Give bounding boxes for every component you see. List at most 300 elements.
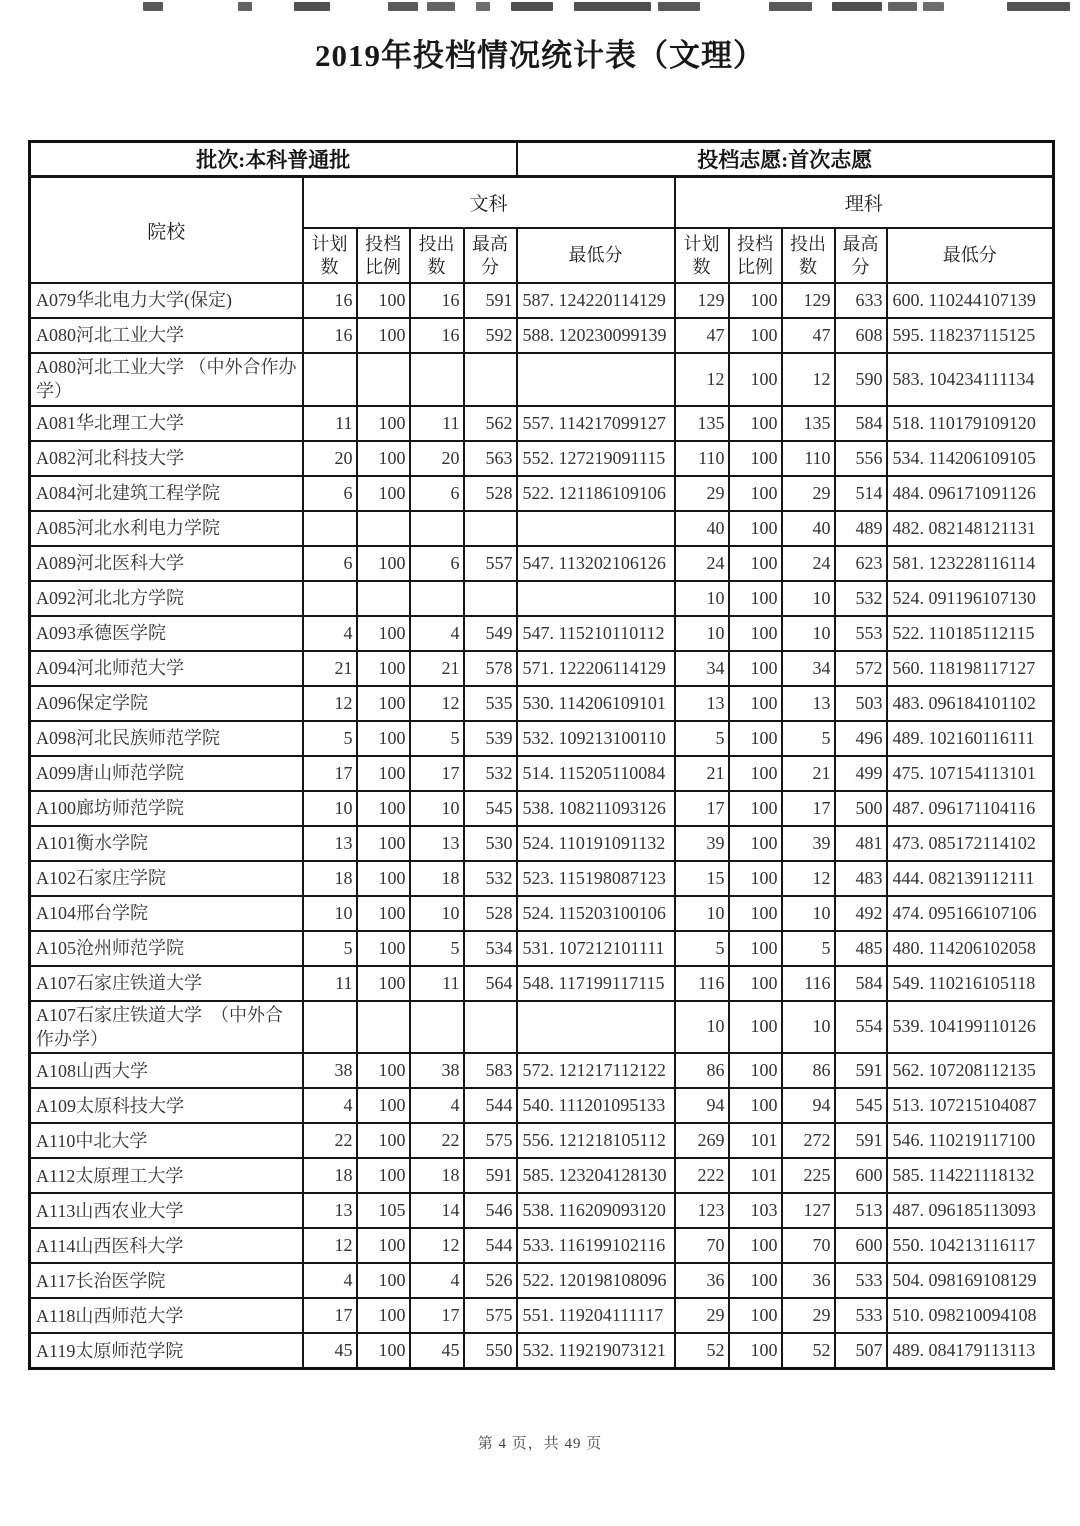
cell-sent-wen: 4 — [410, 1088, 464, 1123]
cell-plan-li: 222 — [675, 1158, 729, 1193]
subheader-ratio-li: 投档比例 — [729, 228, 782, 283]
cell-plan-wen: 6 — [303, 546, 357, 581]
cell-min-wen: 533. 116199102116 — [517, 1228, 675, 1263]
table-row — [30, 511, 1054, 546]
college-name-cell: A118山西师范大学 — [30, 1298, 303, 1333]
cell-plan-li: 47 — [675, 318, 729, 353]
cell-min-li: 487. 096171104116 — [887, 791, 1054, 826]
cell-sent-wen: 38 — [410, 1053, 464, 1088]
cell-ratio-wen: 100 — [357, 896, 410, 931]
cell-sent-wen: 12 — [410, 1228, 464, 1263]
cell-sent-li: 34 — [782, 651, 835, 686]
scan-artifact — [511, 2, 553, 11]
cell-sent-wen — [410, 353, 464, 406]
cell-max-wen: 544 — [464, 1228, 517, 1263]
cell-max-wen: 528 — [464, 476, 517, 511]
cell-sent-wen: 17 — [410, 1298, 464, 1333]
cell-plan-wen: 16 — [303, 318, 357, 353]
cell-sent-wen: 21 — [410, 651, 464, 686]
cell-max-li: 533 — [835, 1263, 887, 1298]
cell-max-wen: 562 — [464, 406, 517, 441]
cell-min-wen: 523. 115198087123 — [517, 861, 675, 896]
cell-plan-li: 39 — [675, 826, 729, 861]
scan-artifact — [476, 2, 490, 11]
cell-ratio-wen: 100 — [357, 651, 410, 686]
cell-sent-li: 116 — [782, 966, 835, 1001]
cell-max-wen: 557 — [464, 546, 517, 581]
cell-ratio-li: 100 — [729, 1298, 782, 1333]
cell-ratio-wen: 100 — [357, 791, 410, 826]
college-name-cell: A110中北大学 — [30, 1123, 303, 1158]
cell-plan-wen: 13 — [303, 826, 357, 861]
cell-sent-li: 10 — [782, 581, 835, 616]
table-row — [30, 1193, 1054, 1228]
cell-max-wen — [464, 353, 517, 406]
cell-ratio-li: 100 — [729, 511, 782, 546]
table-row — [30, 1088, 1054, 1123]
cell-max-li: 584 — [835, 406, 887, 441]
table-row — [30, 616, 1054, 651]
subheader-max-wen: 最高分 — [464, 228, 517, 283]
cell-min-li: 475. 107154113101 — [887, 756, 1054, 791]
cell-ratio-li: 100 — [729, 1053, 782, 1088]
cell-ratio-wen: 100 — [357, 1088, 410, 1123]
cell-plan-wen — [303, 353, 357, 406]
cell-min-li: 549. 110216105118 — [887, 966, 1054, 1001]
cell-plan-wen: 6 — [303, 476, 357, 511]
cell-sent-wen: 18 — [410, 861, 464, 896]
cell-max-wen: 545 — [464, 791, 517, 826]
cell-min-wen: 522. 121186109106 — [517, 476, 675, 511]
cell-plan-wen: 4 — [303, 1263, 357, 1298]
cell-sent-li: 29 — [782, 476, 835, 511]
scan-artifact — [143, 2, 163, 11]
cell-min-li: 489. 102160116111 — [887, 721, 1054, 756]
college-name-cell: A117长治医学院 — [30, 1263, 303, 1298]
cell-max-wen: 564 — [464, 966, 517, 1001]
cell-ratio-wen — [357, 353, 410, 406]
cell-plan-wen: 38 — [303, 1053, 357, 1088]
cell-sent-li: 129 — [782, 283, 835, 318]
cell-min-wen: 524. 115203100106 — [517, 896, 675, 931]
cell-plan-li: 21 — [675, 756, 729, 791]
cell-sent-wen: 16 — [410, 318, 464, 353]
cell-sent-wen: 6 — [410, 546, 464, 581]
cell-plan-wen: 10 — [303, 791, 357, 826]
cell-max-li: 608 — [835, 318, 887, 353]
cell-sent-wen: 11 — [410, 406, 464, 441]
cell-min-li: 473. 085172114102 — [887, 826, 1054, 861]
table-row — [30, 318, 1054, 353]
cell-max-li: 633 — [835, 283, 887, 318]
cell-ratio-li: 100 — [729, 476, 782, 511]
cell-plan-wen: 22 — [303, 1123, 357, 1158]
cell-min-wen: 587. 124220114129 — [517, 283, 675, 318]
cell-ratio-li: 100 — [729, 1263, 782, 1298]
scan-artifact — [1007, 2, 1070, 11]
cell-ratio-li: 100 — [729, 1001, 782, 1054]
cell-ratio-wen: 100 — [357, 616, 410, 651]
college-name-cell: A104邢台学院 — [30, 896, 303, 931]
cell-min-wen: 538. 108211093126 — [517, 791, 675, 826]
cell-ratio-li: 100 — [729, 441, 782, 476]
cell-ratio-li: 100 — [729, 686, 782, 721]
cell-sent-wen: 12 — [410, 686, 464, 721]
cell-max-li: 499 — [835, 756, 887, 791]
cell-min-wen: 532. 109213100110 — [517, 721, 675, 756]
cell-plan-wen: 4 — [303, 1088, 357, 1123]
cell-plan-wen — [303, 581, 357, 616]
college-name-cell: A105沧州师范学院 — [30, 931, 303, 966]
table-row — [30, 756, 1054, 791]
cell-max-wen: 550 — [464, 1333, 517, 1369]
cell-sent-wen: 5 — [410, 721, 464, 756]
admission-stats-table — [28, 140, 1055, 1370]
scan-artifact — [832, 2, 882, 11]
cell-min-li: 474. 095166107106 — [887, 896, 1054, 931]
cell-plan-li: 15 — [675, 861, 729, 896]
cell-min-wen: 522. 120198108096 — [517, 1263, 675, 1298]
table-row — [30, 581, 1054, 616]
cell-max-li: 553 — [835, 616, 887, 651]
table-row — [30, 721, 1054, 756]
cell-min-wen: 547. 115210110112 — [517, 616, 675, 651]
cell-plan-li: 10 — [675, 581, 729, 616]
cell-max-wen: 532 — [464, 756, 517, 791]
cell-sent-li: 40 — [782, 511, 835, 546]
cell-sent-li: 47 — [782, 318, 835, 353]
college-name-cell: A100廊坊师范学院 — [30, 791, 303, 826]
cell-plan-li: 10 — [675, 1001, 729, 1054]
cell-plan-wen: 10 — [303, 896, 357, 931]
cell-max-wen: 575 — [464, 1123, 517, 1158]
scan-artifact — [388, 2, 418, 11]
college-name-cell: A079华北电力大学(保定) — [30, 283, 303, 318]
cell-sent-li: 21 — [782, 756, 835, 791]
college-name-cell: A107石家庄铁道大学 — [30, 966, 303, 1001]
subheader-min-wen: 最低分 — [517, 228, 675, 283]
cell-ratio-li: 100 — [729, 826, 782, 861]
college-name-cell: A119太原师范学院 — [30, 1333, 303, 1369]
cell-max-li: 545 — [835, 1088, 887, 1123]
cell-max-wen: 534 — [464, 931, 517, 966]
subheader-ratio-wen: 投档比例 — [357, 228, 410, 283]
scan-artifact — [769, 2, 812, 11]
cell-ratio-wen: 100 — [357, 441, 410, 476]
cell-ratio-li: 101 — [729, 1123, 782, 1158]
cell-max-wen: 532 — [464, 861, 517, 896]
cell-min-li: 581. 123228116114 — [887, 546, 1054, 581]
table-row — [30, 931, 1054, 966]
cell-sent-li: 36 — [782, 1263, 835, 1298]
cell-ratio-wen: 100 — [357, 861, 410, 896]
cell-min-li: 546. 110219117100 — [887, 1123, 1054, 1158]
cell-ratio-wen: 100 — [357, 406, 410, 441]
cell-max-wen: 549 — [464, 616, 517, 651]
cell-min-li: 480. 114206102058 — [887, 931, 1054, 966]
table-row — [30, 791, 1054, 826]
table-row — [30, 476, 1054, 511]
cell-sent-wen: 14 — [410, 1193, 464, 1228]
table-row — [30, 441, 1054, 476]
cell-ratio-li: 100 — [729, 896, 782, 931]
cell-max-li: 483 — [835, 861, 887, 896]
cell-plan-li: 10 — [675, 616, 729, 651]
cell-ratio-li: 100 — [729, 406, 782, 441]
cell-ratio-wen: 100 — [357, 1123, 410, 1158]
college-name-cell: A082河北科技大学 — [30, 441, 303, 476]
cell-max-li: 533 — [835, 1298, 887, 1333]
cell-ratio-li: 100 — [729, 1333, 782, 1369]
cell-min-wen: 571. 122206114129 — [517, 651, 675, 686]
cell-plan-wen: 4 — [303, 616, 357, 651]
cell-min-wen: 547. 113202106126 — [517, 546, 675, 581]
table-row — [30, 406, 1054, 441]
college-name-cell: A093承德医学院 — [30, 616, 303, 651]
cell-sent-li: 10 — [782, 1001, 835, 1054]
table-row — [30, 896, 1054, 931]
subheader-plan-wen: 计划数 — [303, 228, 357, 283]
cell-plan-wen: 11 — [303, 406, 357, 441]
cell-min-wen: 540. 111201095133 — [517, 1088, 675, 1123]
cell-plan-li: 70 — [675, 1228, 729, 1263]
cell-max-li: 514 — [835, 476, 887, 511]
cell-sent-wen: 5 — [410, 931, 464, 966]
cell-sent-wen: 17 — [410, 756, 464, 791]
college-name-cell: A080河北工业大学 （中外合作办学） — [30, 353, 303, 406]
cell-plan-li: 17 — [675, 791, 729, 826]
cell-sent-li: 12 — [782, 861, 835, 896]
batch-label: 批次:本科普通批 — [30, 142, 517, 177]
cell-max-li: 554 — [835, 1001, 887, 1054]
cell-plan-wen: 17 — [303, 756, 357, 791]
cell-max-wen: 539 — [464, 721, 517, 756]
cell-plan-li: 29 — [675, 476, 729, 511]
cell-max-wen — [464, 581, 517, 616]
table-row — [30, 1123, 1054, 1158]
cell-ratio-li: 100 — [729, 791, 782, 826]
college-name-cell: A081华北理工大学 — [30, 406, 303, 441]
cell-sent-li: 135 — [782, 406, 835, 441]
cell-plan-wen: 21 — [303, 651, 357, 686]
cell-min-li: 562. 107208112135 — [887, 1053, 1054, 1088]
cell-plan-li: 129 — [675, 283, 729, 318]
cell-max-li: 584 — [835, 966, 887, 1001]
cell-plan-li: 269 — [675, 1123, 729, 1158]
cell-min-wen: 551. 119204111117 — [517, 1298, 675, 1333]
page-footer: 第 4 页，共 49 页 — [477, 1436, 603, 1452]
cell-min-li: 585. 114221118132 — [887, 1158, 1054, 1193]
cell-ratio-wen: 100 — [357, 476, 410, 511]
cell-max-wen: 544 — [464, 1088, 517, 1123]
cell-ratio-wen — [357, 1001, 410, 1054]
cell-max-wen: 526 — [464, 1263, 517, 1298]
cell-max-li: 532 — [835, 581, 887, 616]
table-row — [30, 861, 1054, 896]
cell-ratio-li: 100 — [729, 1088, 782, 1123]
cell-plan-li: 40 — [675, 511, 729, 546]
cell-min-li: 489. 084179113113 — [887, 1333, 1054, 1369]
table-row — [30, 966, 1054, 1001]
cell-min-li: 483. 096184101102 — [887, 686, 1054, 721]
cell-ratio-wen: 100 — [357, 1333, 410, 1369]
subheader-sent-wen: 投出数 — [410, 228, 464, 283]
cell-plan-wen: 5 — [303, 721, 357, 756]
cell-sent-wen — [410, 581, 464, 616]
cell-ratio-wen: 100 — [357, 1053, 410, 1088]
cell-sent-wen: 22 — [410, 1123, 464, 1158]
subheader-plan-li: 计划数 — [675, 228, 729, 283]
scan-artifact — [294, 2, 330, 11]
cell-sent-wen: 6 — [410, 476, 464, 511]
cell-ratio-li: 100 — [729, 721, 782, 756]
cell-ratio-li: 100 — [729, 651, 782, 686]
college-name-cell: A098河北民族师范学院 — [30, 721, 303, 756]
cell-max-li: 591 — [835, 1053, 887, 1088]
cell-sent-wen — [410, 1001, 464, 1054]
table-row — [30, 686, 1054, 721]
cell-min-li: 534. 114206109105 — [887, 441, 1054, 476]
cell-min-li: 510. 098210094108 — [887, 1298, 1054, 1333]
cell-sent-li: 52 — [782, 1333, 835, 1369]
cell-ratio-li: 100 — [729, 283, 782, 318]
science-section-header: 理科 — [675, 177, 1054, 229]
cell-max-wen: 530 — [464, 826, 517, 861]
cell-plan-wen: 5 — [303, 931, 357, 966]
cell-ratio-li: 100 — [729, 353, 782, 406]
cell-plan-wen: 45 — [303, 1333, 357, 1369]
college-name-cell: A092河北北方学院 — [30, 581, 303, 616]
wish-label: 投档志愿:首次志愿 — [517, 142, 1054, 177]
cell-max-li: 572 — [835, 651, 887, 686]
cell-sent-wen: 4 — [410, 1263, 464, 1298]
cell-min-wen: 588. 120230099139 — [517, 318, 675, 353]
college-name-cell: A113山西农业大学 — [30, 1193, 303, 1228]
table-row — [30, 1001, 1054, 1054]
cell-plan-li: 5 — [675, 721, 729, 756]
cell-ratio-li: 100 — [729, 861, 782, 896]
cell-plan-li: 36 — [675, 1263, 729, 1298]
cell-max-wen: 583 — [464, 1053, 517, 1088]
cell-min-li: 522. 110185112115 — [887, 616, 1054, 651]
cell-ratio-wen: 100 — [357, 721, 410, 756]
college-name-cell: A084河北建筑工程学院 — [30, 476, 303, 511]
cell-sent-li: 94 — [782, 1088, 835, 1123]
scan-artifact — [574, 2, 651, 11]
cell-sent-li: 24 — [782, 546, 835, 581]
cell-min-li: 487. 096185113093 — [887, 1193, 1054, 1228]
cell-min-li: 539. 104199110126 — [887, 1001, 1054, 1054]
college-name-cell: A101衡水学院 — [30, 826, 303, 861]
cell-min-li: 550. 104213116117 — [887, 1228, 1054, 1263]
cell-min-wen: 557. 114217099127 — [517, 406, 675, 441]
cell-max-li: 600 — [835, 1158, 887, 1193]
cell-min-wen — [517, 353, 675, 406]
cell-plan-wen: 20 — [303, 441, 357, 476]
cell-max-wen: 575 — [464, 1298, 517, 1333]
cell-ratio-wen — [357, 581, 410, 616]
section-header-row — [30, 177, 1054, 229]
table-row — [30, 826, 1054, 861]
cell-plan-wen: 18 — [303, 861, 357, 896]
cell-ratio-li: 100 — [729, 546, 782, 581]
cell-min-li: 484. 096171091126 — [887, 476, 1054, 511]
cell-ratio-wen: 100 — [357, 546, 410, 581]
cell-ratio-wen: 100 — [357, 826, 410, 861]
cell-plan-li: 13 — [675, 686, 729, 721]
cell-sent-li: 225 — [782, 1158, 835, 1193]
cell-plan-li: 10 — [675, 896, 729, 931]
scan-artifact — [658, 2, 700, 11]
cell-min-li: 600. 110244107139 — [887, 283, 1054, 318]
college-name-cell: A107石家庄铁道大学 （中外合作办学） — [30, 1001, 303, 1054]
college-name-cell: A114山西医科大学 — [30, 1228, 303, 1263]
cell-min-li: 513. 107215104087 — [887, 1088, 1054, 1123]
cell-ratio-wen: 100 — [357, 756, 410, 791]
college-name-cell: A080河北工业大学 — [30, 318, 303, 353]
cell-min-wen: 532. 119219073121 — [517, 1333, 675, 1369]
cell-ratio-li: 103 — [729, 1193, 782, 1228]
cell-sent-wen — [410, 511, 464, 546]
table-row — [30, 1263, 1054, 1298]
scan-artifact — [238, 2, 252, 11]
cell-plan-li: 52 — [675, 1333, 729, 1369]
subheader-min-li: 最低分 — [887, 228, 1054, 283]
table-row — [30, 546, 1054, 581]
table-row — [30, 1298, 1054, 1333]
cell-min-li: 518. 110179109120 — [887, 406, 1054, 441]
cell-max-wen: 563 — [464, 441, 517, 476]
college-name-cell: A102石家庄学院 — [30, 861, 303, 896]
cell-min-wen: 572. 121217112122 — [517, 1053, 675, 1088]
cell-max-wen — [464, 511, 517, 546]
cell-plan-li: 116 — [675, 966, 729, 1001]
table-row — [30, 1053, 1054, 1088]
college-name-cell: A112太原理工大学 — [30, 1158, 303, 1193]
cell-min-wen: 514. 115205110084 — [517, 756, 675, 791]
cell-plan-li: 24 — [675, 546, 729, 581]
cell-min-wen: 552. 127219091115 — [517, 441, 675, 476]
cell-ratio-wen: 100 — [357, 686, 410, 721]
cell-sent-li: 13 — [782, 686, 835, 721]
cell-max-li: 507 — [835, 1333, 887, 1369]
cell-sent-li: 17 — [782, 791, 835, 826]
cell-max-wen: 591 — [464, 283, 517, 318]
cell-plan-wen: 16 — [303, 283, 357, 318]
cell-min-wen: 538. 116209093120 — [517, 1193, 675, 1228]
college-name-cell: A096保定学院 — [30, 686, 303, 721]
college-name-cell: A099唐山师范学院 — [30, 756, 303, 791]
cell-ratio-wen: 100 — [357, 966, 410, 1001]
scan-artifact — [888, 2, 917, 11]
table-row — [30, 283, 1054, 318]
table-row — [30, 353, 1054, 406]
cell-plan-wen: 13 — [303, 1193, 357, 1228]
cell-ratio-li: 100 — [729, 581, 782, 616]
table-row — [30, 1158, 1054, 1193]
college-name-cell: A094河北师范大学 — [30, 651, 303, 686]
cell-sent-wen: 20 — [410, 441, 464, 476]
cell-min-wen: 530. 114206109101 — [517, 686, 675, 721]
cell-sent-wen: 45 — [410, 1333, 464, 1369]
cell-max-li: 600 — [835, 1228, 887, 1263]
cell-min-wen — [517, 511, 675, 546]
cell-max-li: 513 — [835, 1193, 887, 1228]
liberal-arts-section-header: 文科 — [303, 177, 675, 229]
cell-plan-wen: 12 — [303, 686, 357, 721]
cell-ratio-li: 100 — [729, 931, 782, 966]
cell-ratio-wen: 100 — [357, 1158, 410, 1193]
